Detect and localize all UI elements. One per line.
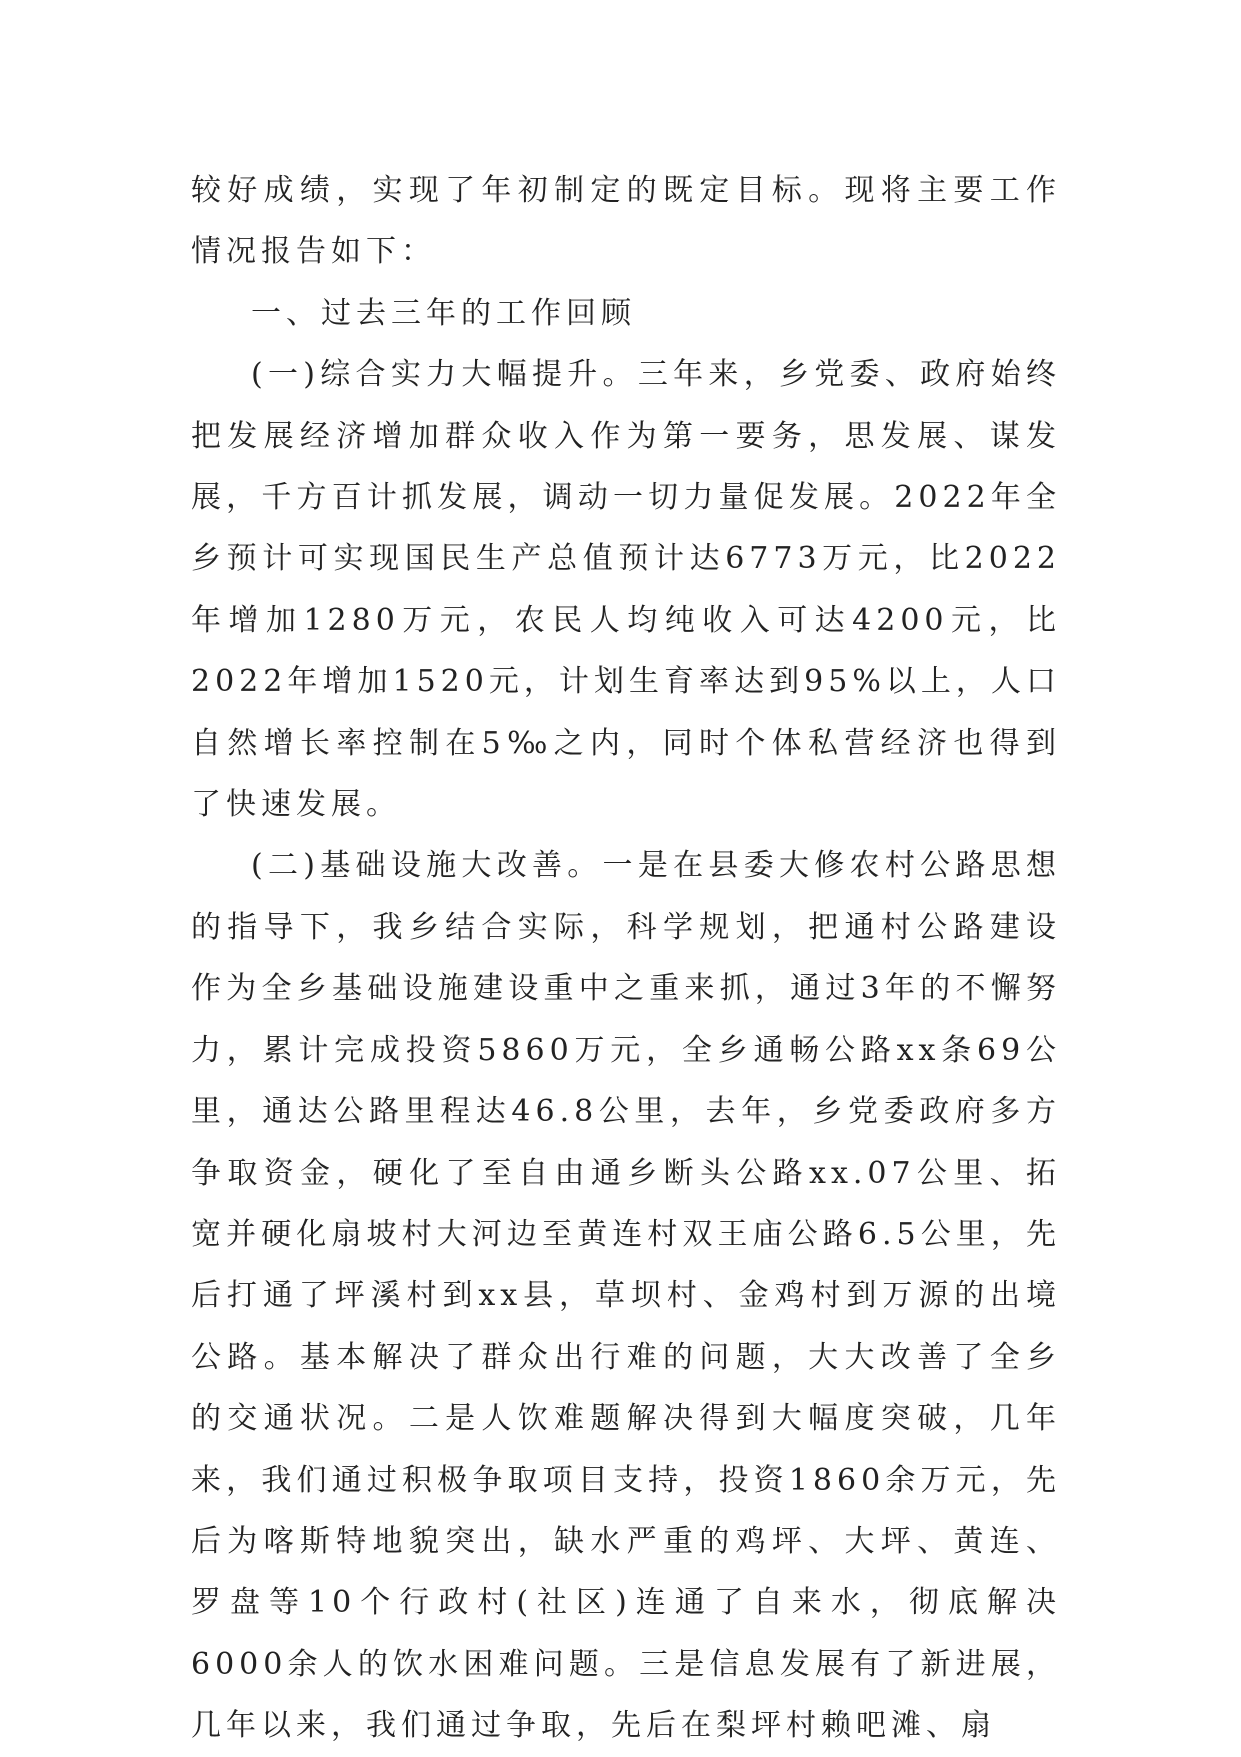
- section-heading-review: 一、过去三年的工作回顾: [251, 295, 636, 331]
- document-body: [191, 160, 1061, 1757]
- paragraph-intro-continuation: 较好成绩，实现了年初制定的既定目标。现将主要工作情况报告如下：: [191, 173, 1061, 270]
- paragraph-infrastructure: (二)基础设施大改善。一是在县委大修农村公路思想的指导下，我乡结合实际，科学规划，把通村公路建设作为全乡基础设施建设重中之重来抓，通过3年的不懈努力，累计完成投资5860万元，全乡通畅公路xx条69公里，通达公路里程达46.8公里，去年，乡党委政府多方争取资金，硬化了至自由通乡断头公路xx.07公里、拓宽并硬化扇坡村大河边至黄连村双王庙公路6.5公里，先后打通了坪溪村到xx县，草坝村、金鸡村到万源的出境公路。基本解决了群众出行难的问题，大大改善了全乡的交通状况。二是人饮难题解决得到大幅度突破，几年来，我们通过积极争取项目支持，投资1860余万元，先后为喀斯特地貌突出，缺水严重的鸡坪、大坪、黄连、罗盘等10个行政村(社区)连通了自来水，彻底解决6000余人的饮水困难问题。三是信息发展有了新进展，几年以来，我们通过争取，先后在梨坪村赖吧滩、扇: [191, 848, 1061, 1744]
- paragraph-comprehensive-strength: (一)综合实力大幅提升。三年来，乡党委、政府始终把发展经济增加群众收入作为第一要务，思发展、谋发展，千方百计抓发展，调动一切力量促发展。2022年全乡预计可实现国民生产总值预计达6773万元，比2022年增加1280万元，农民人均纯收入可达4200元，比2022年增加1520元，计划生育率达到95%以上，人口自然增长率控制在5‰之内，同时个体私营经济也得到了快速发展。: [191, 357, 1061, 823]
